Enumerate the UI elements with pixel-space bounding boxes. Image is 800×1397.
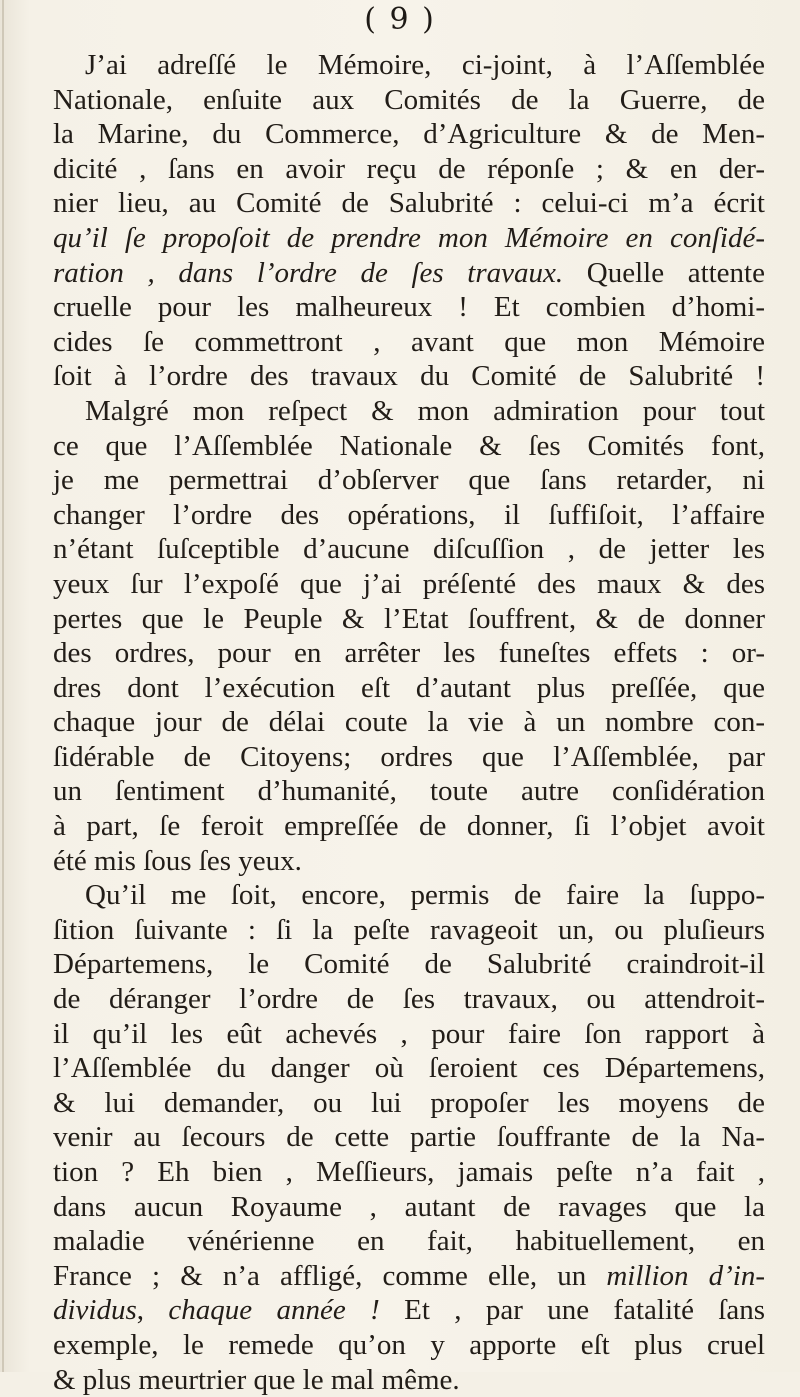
italic-text: ration , dans l’ordre de ſes travaux. xyxy=(53,256,564,289)
text-run: tion ? Eh bien , Meſſieurs, jamais peſte n’a fait , xyxy=(53,1156,765,1188)
text-run: chaque jour de délai coute la vie à un nombre con- xyxy=(53,706,765,739)
text-line xyxy=(53,1363,765,1397)
text-run: nier lieu, au Comité de Salubrité : celui-ci m’a écrit xyxy=(53,187,765,220)
text-run: Nationale, enſuite aux Comités de la Guerre, de xyxy=(53,83,765,116)
text-line xyxy=(53,359,765,394)
text-line xyxy=(53,671,765,706)
text-line xyxy=(53,774,765,809)
text-line xyxy=(53,982,765,1017)
text-line xyxy=(53,705,765,740)
text-line xyxy=(53,221,765,256)
page-number: ( 9 ) xyxy=(364,2,436,37)
text-run: yeux ſur l’expoſé que j’ai préſenté des maux & des xyxy=(53,567,765,600)
text-line xyxy=(53,498,765,533)
page-binding-edge xyxy=(2,0,4,1372)
text-line xyxy=(53,1293,765,1328)
text-run: ſoit à l’ordre des travaux du Comité de Salubrité ! xyxy=(53,360,765,393)
text-run: venir au ſecours de cette partie ſouffrante de la Na- xyxy=(53,1121,765,1154)
text-line xyxy=(53,602,765,637)
text-run: la Marine, du Commerce, d’Agriculture & de Men- xyxy=(53,118,765,151)
text-line xyxy=(53,844,765,879)
text-line xyxy=(53,117,765,152)
text-run: cruelle pour les malheureux ! Et combien d’homi- xyxy=(53,291,765,324)
text-run: à part, ſe feroit empreſſée de donner, ſi l’objet avoit xyxy=(53,810,765,843)
text-run: un ſentiment d’humanité, toute autre conſidération xyxy=(53,775,765,808)
text-line xyxy=(53,947,765,982)
text-line xyxy=(53,186,765,221)
text-run: dicité , ſans en avoir reçu de réponſe ; & en der- xyxy=(53,152,765,185)
text-line xyxy=(53,290,765,325)
text-run: pertes que le Peuple & l’Etat ſouffrent, & de donner xyxy=(53,602,765,635)
text-run: exemple, le remede qu’on y apporte eſt plus cruel xyxy=(53,1328,765,1361)
text-run: France ; & n’a affligé, comme elle, un xyxy=(53,1259,607,1292)
text-line xyxy=(53,325,765,360)
text-line xyxy=(53,809,765,844)
text-run: Départemens, le Comité de Salubrité craindroit-il xyxy=(53,948,765,981)
text-line xyxy=(53,913,765,948)
italic-text: chaque année ! xyxy=(168,1294,380,1327)
text-line xyxy=(53,152,765,187)
text-run: ſition ſuivante : ſi la peſte ravageoit un, ou pluſieurs xyxy=(53,913,765,946)
text-line xyxy=(53,1328,765,1363)
text-line xyxy=(53,1155,765,1190)
text-line xyxy=(53,1051,765,1086)
text-line xyxy=(53,429,765,464)
text-run: je me permettrai d’obſerver que ſans retarder, ni xyxy=(53,464,765,497)
text-line xyxy=(53,1190,765,1225)
text-line xyxy=(53,636,765,671)
text-run: Qu’il me ſoit, encore, permis de faire la ſuppo- xyxy=(85,879,765,912)
text-run: dans aucun Royaume , autant de ravages que la xyxy=(53,1190,765,1223)
text-line xyxy=(53,256,765,291)
body-text xyxy=(53,48,765,1397)
text-line xyxy=(53,1120,765,1155)
text-run: ſidérable de Citoyens; ordres que l’Aſſemblée, par xyxy=(53,740,765,773)
text-run: maladie vénérienne en fait, habituellement, en xyxy=(53,1225,765,1258)
text-run: Quelle attente xyxy=(563,256,765,289)
text-run: il qu’il les eût achevés , pour faire ſon rapport à xyxy=(53,1017,765,1050)
text-line xyxy=(53,463,765,498)
text-line xyxy=(53,1086,765,1121)
text-line xyxy=(53,394,765,429)
text-run: , xyxy=(136,1294,169,1327)
text-run: changer l’ordre des opérations, il ſuffiſoit, l’affaire xyxy=(53,498,765,531)
text-run: de déranger l’ordre de ſes travaux, ou attendroit- xyxy=(53,983,765,1016)
text-run: & plus meurtrier que le mal même. xyxy=(53,1363,460,1396)
text-run: Malgré mon reſpect & mon admiration pour tout xyxy=(85,394,765,427)
text-run: & lui demander, ou lui propoſer les moyens de xyxy=(53,1086,765,1119)
text-run: Et , par une fatalité ſans xyxy=(379,1294,766,1327)
text-line xyxy=(53,1259,765,1294)
text-line xyxy=(53,878,765,913)
text-line xyxy=(53,532,765,567)
text-line xyxy=(53,740,765,775)
text-run: J’ai adreſſé le Mémoire, ci-joint, à l’Aſſemblée xyxy=(85,49,765,81)
text-run: des ordres, pour en arrêter les funeſtes effets : or- xyxy=(53,637,765,670)
text-run: été mis ſous ſes yeux. xyxy=(53,844,302,877)
text-run: cides ſe commettront , avant que mon Mémoire xyxy=(53,325,765,358)
text-line xyxy=(53,48,765,83)
text-line xyxy=(53,567,765,602)
italic-text: qu’il ſe propoſoit de prendre mon Mémoire en conſidé- xyxy=(53,221,765,254)
text-line xyxy=(53,1017,765,1052)
text-line xyxy=(53,83,765,118)
text-run: dres dont l’exécution eſt d’autant plus preſſée, que xyxy=(53,671,765,704)
italic-text: million d’in- xyxy=(606,1259,766,1292)
text-run: l’Aſſemblée du danger où ſeroient ces Départemens, xyxy=(53,1052,765,1085)
text-run: ce que l’Aſſemblée Nationale & ſes Comités font, xyxy=(53,429,765,462)
text-run: n’étant ſuſceptible d’aucune diſcuſſion , de jetter les xyxy=(53,533,765,566)
italic-text: dividus xyxy=(53,1294,137,1327)
text-line xyxy=(53,1224,765,1259)
